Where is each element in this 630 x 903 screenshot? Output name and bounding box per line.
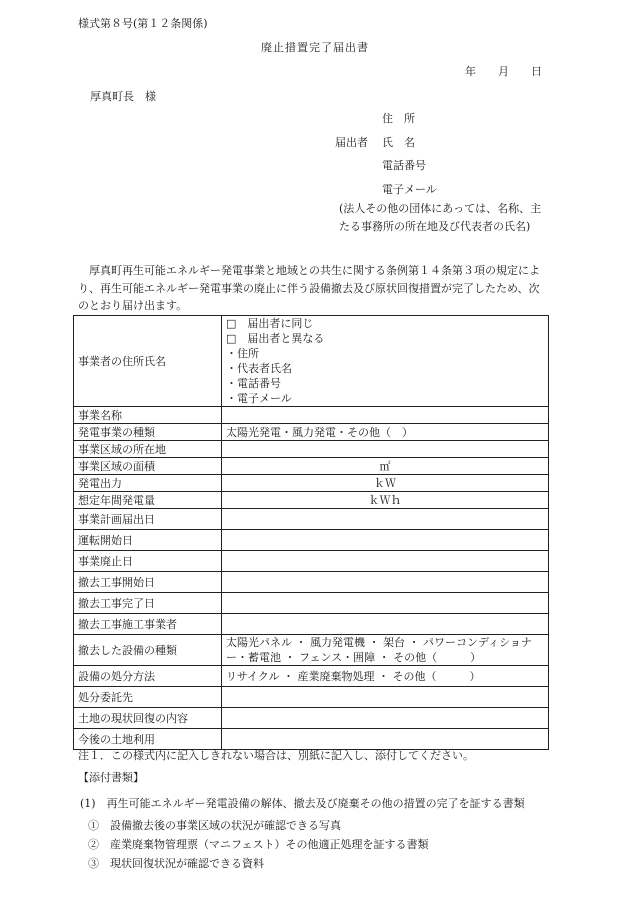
form-number: 様式第８号(第１２条関係) <box>78 17 208 30</box>
future-use-label: 今後の土地利用 <box>74 729 222 750</box>
corporate-note-line-2: たる事務所の所在地及び代表者の氏名) <box>339 220 531 233</box>
attachment-sub-3: ③ 現状回復状況が確認できる資料 <box>88 857 264 870</box>
operator-label: 事業者の住所氏名 <box>74 316 222 407</box>
disposal-method-value[interactable]: リサイクル ・ 産業廃棄物処理 ・ その他（ ） <box>222 666 549 687</box>
business-name-value[interactable] <box>222 407 549 424</box>
applicant-email-label: 電子メール <box>382 183 437 196</box>
area-size-label: 事業区域の面積 <box>74 458 222 475</box>
future-use-value[interactable] <box>222 729 549 750</box>
annual-generation-label: 想定年間発電量 <box>74 492 222 509</box>
intro-paragraph: 厚真町再生可能エネルギー発電事業と地域との共生に関する条例第１４条第３項の規定により、再生可能エネルギー発電事業の廃止に伴う設備撤去及び原状回復措置が完了したため、次のとおり届け出ます。 <box>78 264 540 312</box>
area-location-label: 事業区域の所在地 <box>74 441 222 458</box>
business-end-value[interactable] <box>222 551 549 572</box>
operator-option-different[interactable]: □ 届出者と異なる <box>226 332 325 345</box>
equipment-type-value[interactable]: 太陽光パネル ・ 風力発電機 ・ 架台 ・ パワーコンディショナー・蓄電池 ・ フェンス・囲障 ・ その他（ ） <box>222 635 549 666</box>
annual-generation-value[interactable]: ｋＷｈ <box>222 492 549 509</box>
attachment-sub-1: ① 設備撤去後の事業区域の状況が確認できる写真 <box>88 819 341 832</box>
operator-option-same[interactable]: □ 届出者に同じ <box>226 317 314 330</box>
output-value[interactable]: ｋＷ <box>222 475 549 492</box>
contractor-value[interactable] <box>222 614 549 635</box>
removal-end-value[interactable] <box>222 593 549 614</box>
plan-date-value[interactable] <box>222 509 549 530</box>
removal-start-value[interactable] <box>222 572 549 593</box>
note-1: 注１．この様式内に記入しきれない場合は、別紙に記入し、添付してください。 <box>78 749 474 762</box>
business-end-label: 事業廃止日 <box>74 551 222 572</box>
generation-type-label: 発電事業の種類 <box>74 424 222 441</box>
equipment-type-label: 撤去した設備の種類 <box>74 635 222 666</box>
area-location-value[interactable] <box>222 441 549 458</box>
attachments-heading: 【添付書類】 <box>78 771 144 784</box>
attachment-sub-2: ② 産業廃棄物管理票（マニフェスト）その他適正処理を証する書類 <box>88 838 429 851</box>
operator-value[interactable] <box>222 316 549 407</box>
attachment-item-1: (1) 再生可能エネルギー発電設備の解体、撤去及び廃棄その他の措置の完了を証する書類 <box>80 797 525 810</box>
corporate-note-line-1: (法人その他の団体にあっては、名称、主 <box>339 202 542 215</box>
operator-representative: ・代表者氏名 <box>226 362 292 375</box>
contractor-label: 撤去工事施工事業者 <box>74 614 222 635</box>
removal-end-label: 撤去工事完了日 <box>74 593 222 614</box>
operator-address: ・住所 <box>226 347 259 360</box>
consignee-label: 処分委託先 <box>74 687 222 708</box>
disposal-method-label: 設備の処分方法 <box>74 666 222 687</box>
plan-date-label: 事業計画届出日 <box>74 509 222 530</box>
removal-start-label: 撤去工事開始日 <box>74 572 222 593</box>
addressee: 厚真町長 様 <box>90 90 156 103</box>
applicant-name-label: 氏 名 <box>382 136 415 149</box>
generation-type-value[interactable]: 太陽光発電・風力発電・その他（ ） <box>222 424 549 441</box>
applicant-phone-label: 電話番号 <box>382 159 426 172</box>
area-size-value[interactable]: ㎡ <box>222 458 549 475</box>
output-label: 発電出力 <box>74 475 222 492</box>
notifier-label: 届出者 <box>335 136 368 149</box>
operation-start-label: 運転開始日 <box>74 530 222 551</box>
date-line: 年 月 日 <box>465 65 542 78</box>
operator-phone: ・電話番号 <box>226 377 281 390</box>
operation-start-value[interactable] <box>222 530 549 551</box>
operator-email: ・電子メール <box>226 392 292 405</box>
consignee-value[interactable] <box>222 687 549 708</box>
business-name-label: 事業名称 <box>74 407 222 424</box>
restoration-value[interactable] <box>222 708 549 729</box>
applicant-address-label: 住 所 <box>382 112 415 125</box>
document-title: 廃止措置完了届出書 <box>261 41 369 54</box>
restoration-label: 土地の現状回復の内容 <box>74 708 222 729</box>
notification-table <box>73 315 549 750</box>
